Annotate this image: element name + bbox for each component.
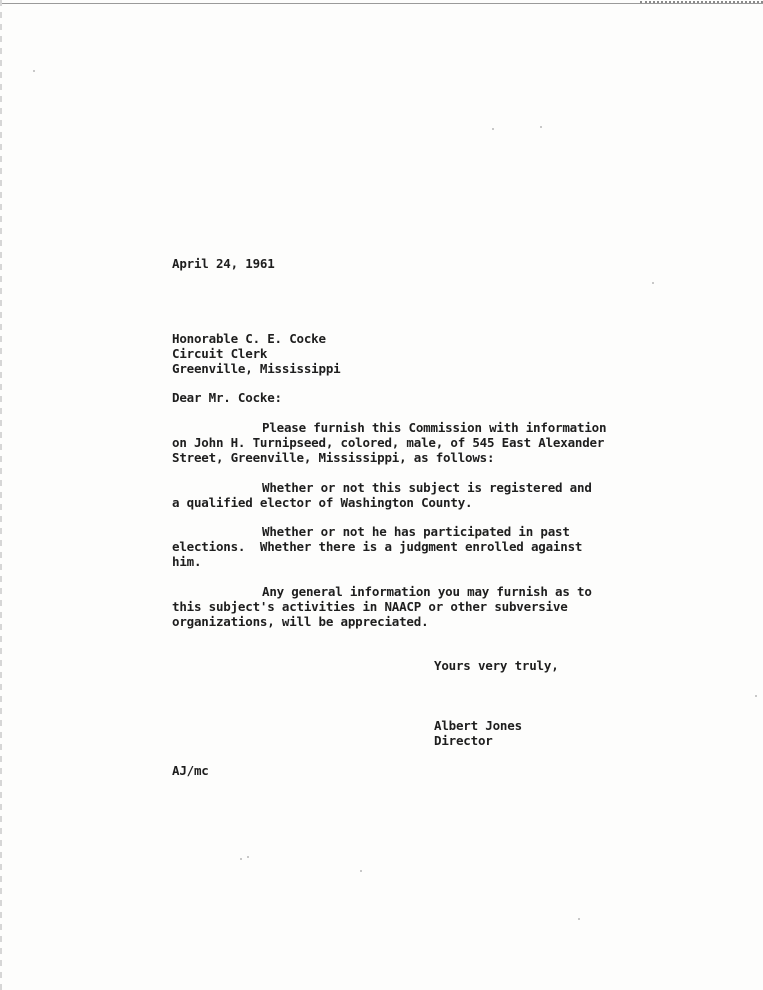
signer-title: Director bbox=[434, 733, 493, 748]
paragraph-1-line-1: Please furnish this Commission with information bbox=[262, 420, 607, 435]
reference-initials: AJ/mc bbox=[172, 763, 209, 778]
scan-speck bbox=[240, 858, 242, 860]
paragraph-3-line-2: elections. Whether there is a judgment enrolled against bbox=[172, 539, 583, 554]
scan-speck bbox=[247, 856, 249, 858]
signer-name: Albert Jones bbox=[434, 718, 522, 733]
paragraph-1-line-3: Street, Greenville, Mississippi, as follows: bbox=[172, 450, 495, 465]
paragraph-4-line-1: Any general information you may furnish as to bbox=[262, 584, 592, 599]
recipient-name: Honorable C. E. Cocke bbox=[172, 331, 326, 346]
scan-speck bbox=[360, 870, 362, 872]
scan-speck bbox=[492, 128, 494, 130]
scan-speck bbox=[578, 918, 580, 920]
scan-speck bbox=[755, 695, 757, 697]
scan-speck bbox=[540, 126, 542, 128]
scan-speck bbox=[652, 282, 654, 284]
salutation: Dear Mr. Cocke: bbox=[172, 390, 282, 405]
paragraph-4-line-3: organizations, will be appreciated. bbox=[172, 614, 429, 629]
scan-speck bbox=[33, 70, 35, 72]
paragraph-2-line-2: a qualified elector of Washington County. bbox=[172, 495, 473, 510]
recipient-location: Greenville, Mississippi bbox=[172, 361, 341, 376]
scan-left-edge bbox=[0, 0, 2, 990]
paragraph-3-line-1: Whether or not he has participated in past bbox=[262, 524, 570, 539]
paragraph-1-line-2: on John H. Turnipseed, colored, male, of 545 East Alexander bbox=[172, 435, 605, 450]
scan-top-rule bbox=[0, 3, 763, 4]
paragraph-2-line-1: Whether or not this subject is registered and bbox=[262, 480, 592, 495]
scan-top-rule-fragment bbox=[640, 1, 763, 3]
letter-date: April 24, 1961 bbox=[172, 256, 275, 271]
paragraph-4-line-2: this subject's activities in NAACP or other subversive bbox=[172, 599, 568, 614]
paragraph-3-line-3: him. bbox=[172, 554, 202, 569]
recipient-title: Circuit Clerk bbox=[172, 346, 268, 361]
closing: Yours very truly, bbox=[434, 658, 559, 673]
